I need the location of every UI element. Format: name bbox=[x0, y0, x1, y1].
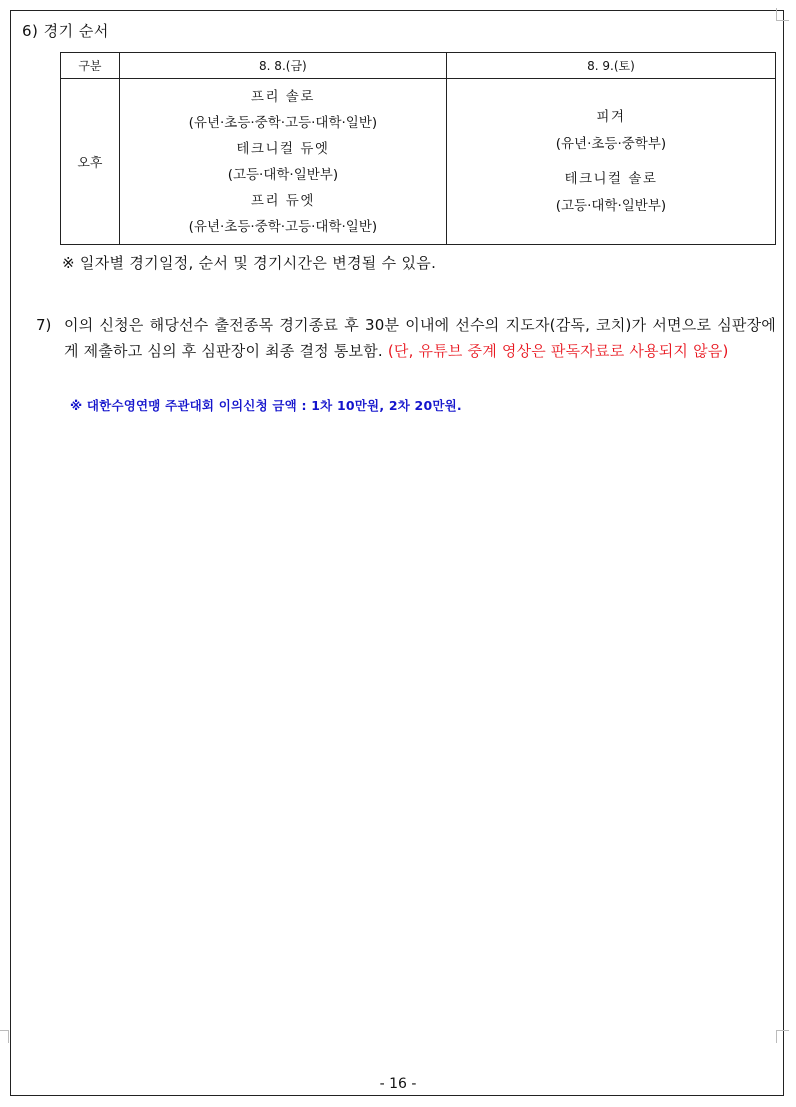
day1-event-name: 프리 솔로 bbox=[250, 88, 315, 105]
section-6-heading: 6) 경기 순서 bbox=[22, 22, 109, 40]
header-category: 구분 bbox=[61, 53, 120, 79]
row-label-afternoon bbox=[61, 79, 120, 245]
day1-event-divisions: (유년·초등·중학·고등·대학·일반) bbox=[188, 114, 378, 131]
row-label-text: 오후 bbox=[77, 156, 103, 171]
day1-event-divisions: (유년·초등·중학·고등·대학·일반) bbox=[188, 218, 378, 235]
day2-event-name: 피겨 bbox=[596, 108, 626, 125]
crop-mark-bottom-right bbox=[776, 1030, 789, 1043]
table-header-row bbox=[61, 53, 776, 79]
header-day1: 8. 8.(금) bbox=[119, 53, 446, 79]
spacer bbox=[447, 158, 775, 166]
protest-fee-note: ※ 대한수영연맹 주관대회 이의신청 금액 : 1차 10만원, 2차 20만원. bbox=[70, 398, 462, 413]
crop-mark-top-right bbox=[776, 8, 789, 21]
day1-events-cell bbox=[119, 79, 446, 245]
section-7-text: 이의 신청은 해당선수 출전종목 경기종료 후 30분 이내에 선수의 지도자(감독, 코치)가 서면으로 심판장에게 제출하고 심의 후 심판장이 최종 결정 통보함. bbox=[64, 316, 776, 360]
section-7-red-note: (단, 유튜브 중계 영상은 판독자료로 사용되지 않음) bbox=[387, 342, 729, 360]
header-day2: 8. 9.(토) bbox=[446, 53, 775, 79]
section-7-number: 7) bbox=[36, 316, 52, 334]
day2-event-name: 테크니컬 솔로 bbox=[564, 170, 658, 187]
section-7-body bbox=[64, 312, 776, 364]
table-row bbox=[61, 79, 776, 245]
day2-events-cell bbox=[446, 79, 775, 245]
day2-event-divisions: (유년·초등·중학부) bbox=[555, 135, 667, 152]
day2-event-divisions: (고등·대학·일반부) bbox=[555, 197, 667, 214]
day1-event-divisions: (고등·대학·일반부) bbox=[227, 166, 339, 183]
page-number: - 16 - bbox=[379, 1076, 417, 1092]
schedule-table bbox=[60, 52, 776, 245]
day1-event-name: 테크니컬 듀엣 bbox=[236, 140, 330, 157]
section-7-protest bbox=[36, 312, 776, 364]
day1-event-name: 프리 듀엣 bbox=[250, 192, 315, 209]
schedule-change-note: ※ 일자별 경기일정, 순서 및 경기시간은 변경될 수 있음. bbox=[62, 254, 437, 272]
crop-mark-bottom-left bbox=[0, 1030, 9, 1043]
